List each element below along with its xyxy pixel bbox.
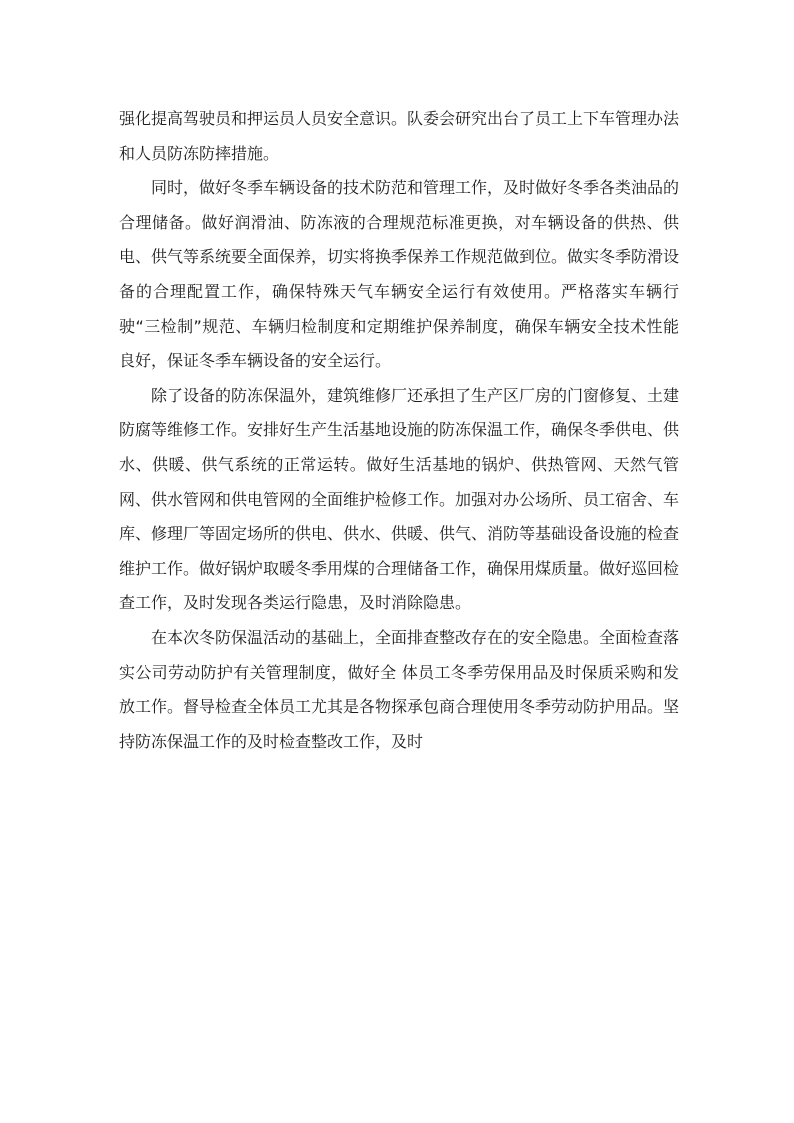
paragraph-4: 在本次冬防保温活动的基础上，全面排查整改存在的安全隐患。全面检查落实公司劳动防护有关管理制度，做好全 体员工冬季劳保用品及时保质采购和发放工作。督导检查全体员工尤其是各物探承包商合理使用冬季劳动防护用品。坚持防冻保温工作的及时检查整改工作，及时 xyxy=(119,627,680,751)
document-body xyxy=(119,102,679,759)
paragraph-1: 强化提高驾驶员和押运员人员安全意识。队委会研究出台了员工上下车管理办法和人员防冻防摔措施。 xyxy=(119,109,680,163)
paragraph-3: 除了设备的防冻保温外，建筑维修厂还承担了生产区厂房的门窗修复、土建防腐等维修工作。安排好生产生活基地设施的防冻保温工作，确保冬季供电、供水、供暖、供气系统的正常运转。做好生活基地的锅炉、供热管网、天然气管网、供水管网和供电管网的全面维护检修工作。加强对办公场所、员工宿舍、车库、修理厂等固定场所的供电、供水、供暖、供气、消防等基础设备设施的检查维护工作。做好锅炉取暖冬季用煤的合理储备工作，确保用煤质量。做好巡回检查工作，及时发现各类运行隐患，及时消除隐患。 xyxy=(119,385,680,613)
paragraph-2: 同时，做好冬季车辆设备的技术防范和管理工作，及时做好冬季各类油品的合理储备。做好润滑油、防冻液的合理规范标准更换，对车辆设备的供热、供电、供气等系统要全面保养，切实将换季保养工作规范做到位。做实冬季防滑设备的合理配置工作，确保特殊天气车辆安全运行有效使用。严格落实车辆行驶“三检制”规范、车辆归检制度和定期维护保养制度，确保车辆安全技术性能良好，保证冬季车辆设备的安全运行。 xyxy=(119,178,680,371)
